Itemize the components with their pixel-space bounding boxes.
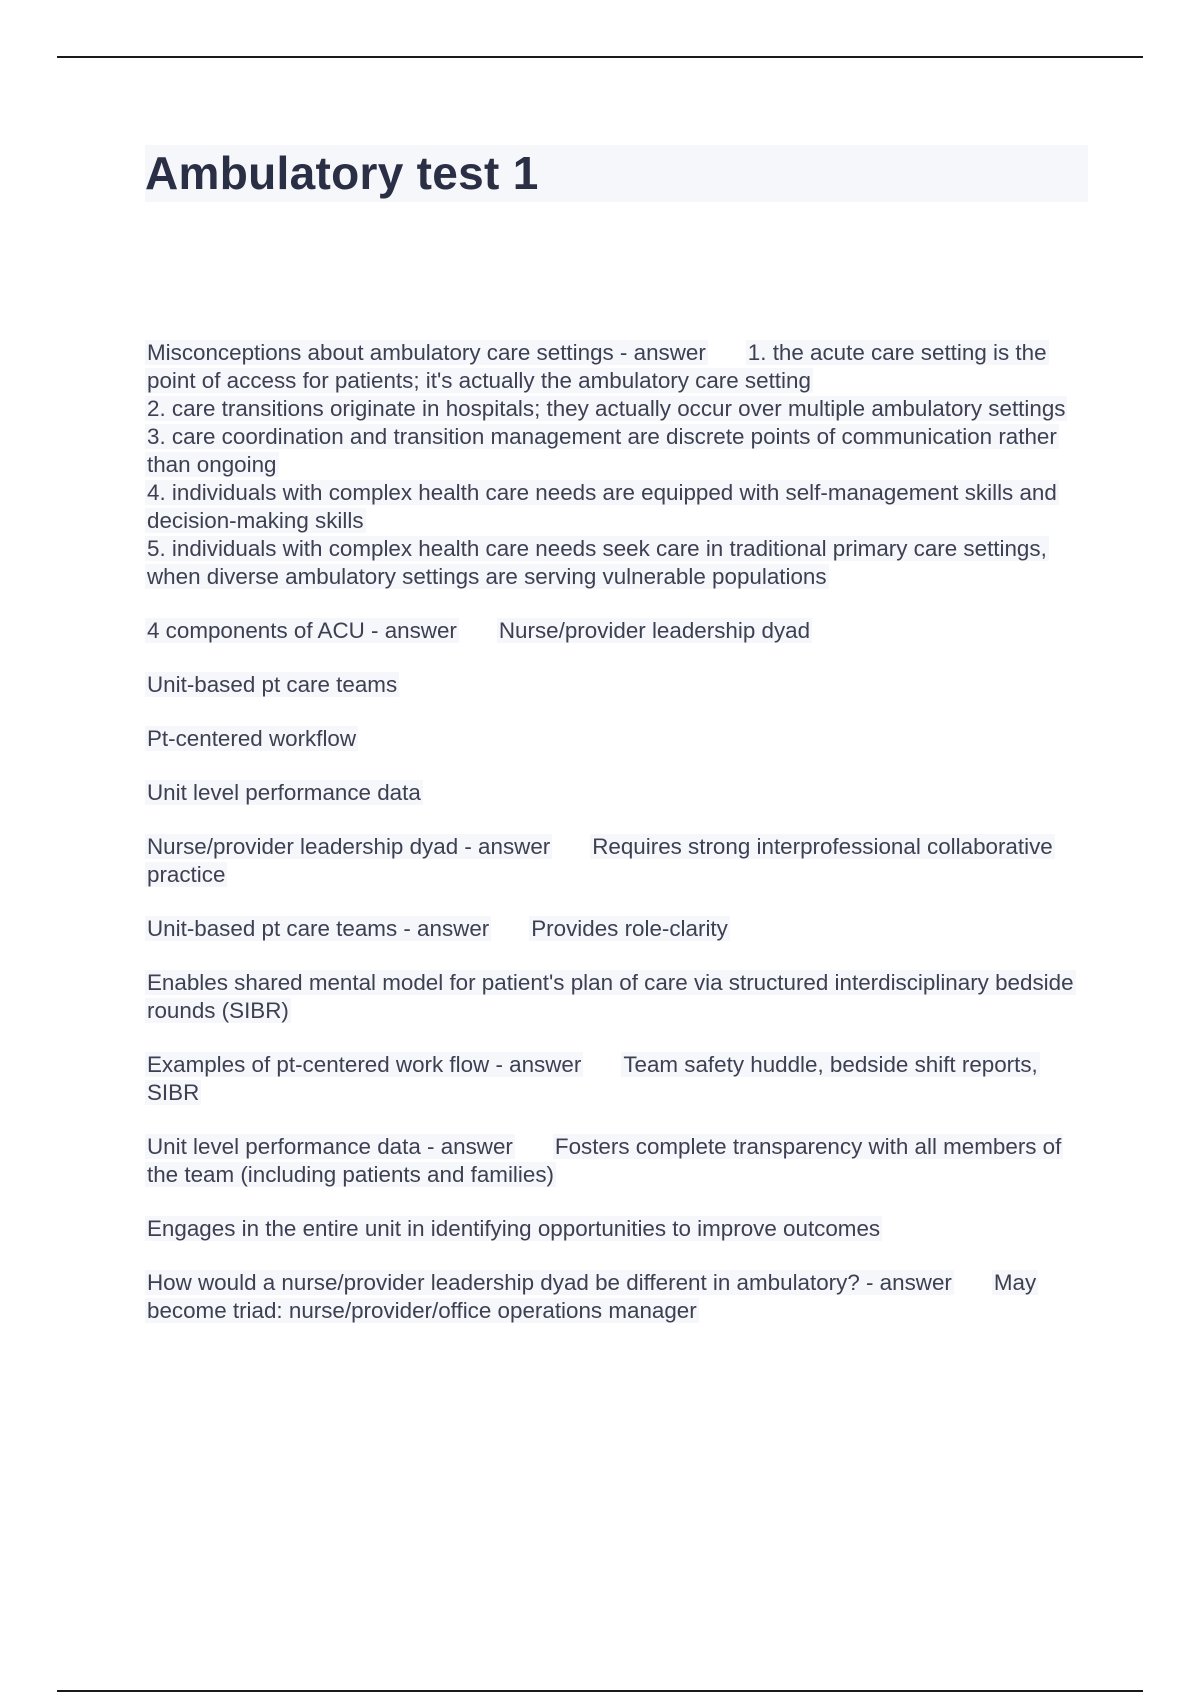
answer-text: 1. the acute care setting is the point of access for patients; it's actually the ambulatory care setting — [147, 340, 1047, 393]
paragraph — [145, 1215, 1090, 1243]
answer-line: 5. individuals with complex health care needs seek care in traditional primary care settings, when diverse ambulatory settings are serving vulnerable populations — [147, 536, 1047, 589]
paragraph-text: Unit level performance data — [147, 780, 421, 805]
answer-line: 3. care coordination and transition management are discrete points of communication rather than ongoing — [147, 424, 1057, 477]
answer-text: Team safety huddle, bedside shift reports, SIBR — [147, 1052, 1038, 1105]
question-text: Examples of pt-centered work flow - answer — [147, 1052, 582, 1077]
question-text: Unit level performance data - answer — [147, 1134, 513, 1159]
answer-text: Nurse/provider leadership dyad — [498, 618, 811, 643]
answer-line: 4. individuals with complex health care needs are equipped with self-management skills and decision-making skills — [147, 480, 1057, 533]
paragraph — [145, 725, 1090, 753]
paragraph-text: Engages in the entire unit in identifying opportunities to improve outcomes — [147, 1216, 881, 1241]
qa-item-work-flow — [145, 1051, 1090, 1107]
answer-text: Provides role-clarity — [531, 916, 728, 941]
header-rule — [57, 56, 1143, 58]
paragraph — [145, 779, 1090, 807]
qa-item-care-teams — [145, 915, 1090, 943]
question-text: Misconceptions about ambulatory care settings - answer — [147, 340, 706, 365]
flashcard-list — [145, 339, 1090, 1351]
question-text: How would a nurse/provider leadership dyad be different in ambulatory? - answer — [147, 1270, 952, 1295]
paragraph-text: Pt-centered workflow — [147, 726, 357, 751]
qa-item-performance-data — [145, 1133, 1090, 1189]
qa-item-leadership-dyad — [145, 833, 1090, 889]
qa-item-misconceptions — [145, 339, 1090, 591]
paragraph-text: Unit-based pt care teams — [147, 672, 398, 697]
question-text: Unit-based pt care teams - answer — [147, 916, 490, 941]
answer-text: Fosters complete transparency with all members of the team (including patients and families) — [147, 1134, 1062, 1187]
question-text: Nurse/provider leadership dyad - answer — [147, 834, 551, 859]
question-text: 4 components of ACU - answer — [147, 618, 457, 643]
answer-text: Requires strong interprofessional collaborative practice — [147, 834, 1053, 887]
page-title: Ambulatory test 1 — [145, 147, 539, 199]
paragraph-text: Enables shared mental model for patient's plan of care via structured interdisciplinary bedside rounds (SIBR) — [147, 970, 1074, 1023]
paragraph — [145, 671, 1090, 699]
answer-text: May become triad: nurse/provider/office operations manager — [147, 1270, 1037, 1323]
footer-rule — [57, 1690, 1143, 1692]
answer-line: 2. care transitions originate in hospitals; they actually occur over multiple ambulatory settings — [147, 396, 1066, 421]
qa-item-acu-components — [145, 617, 1090, 645]
paragraph — [145, 969, 1090, 1025]
qa-item-ambulatory-dyad — [145, 1269, 1090, 1325]
